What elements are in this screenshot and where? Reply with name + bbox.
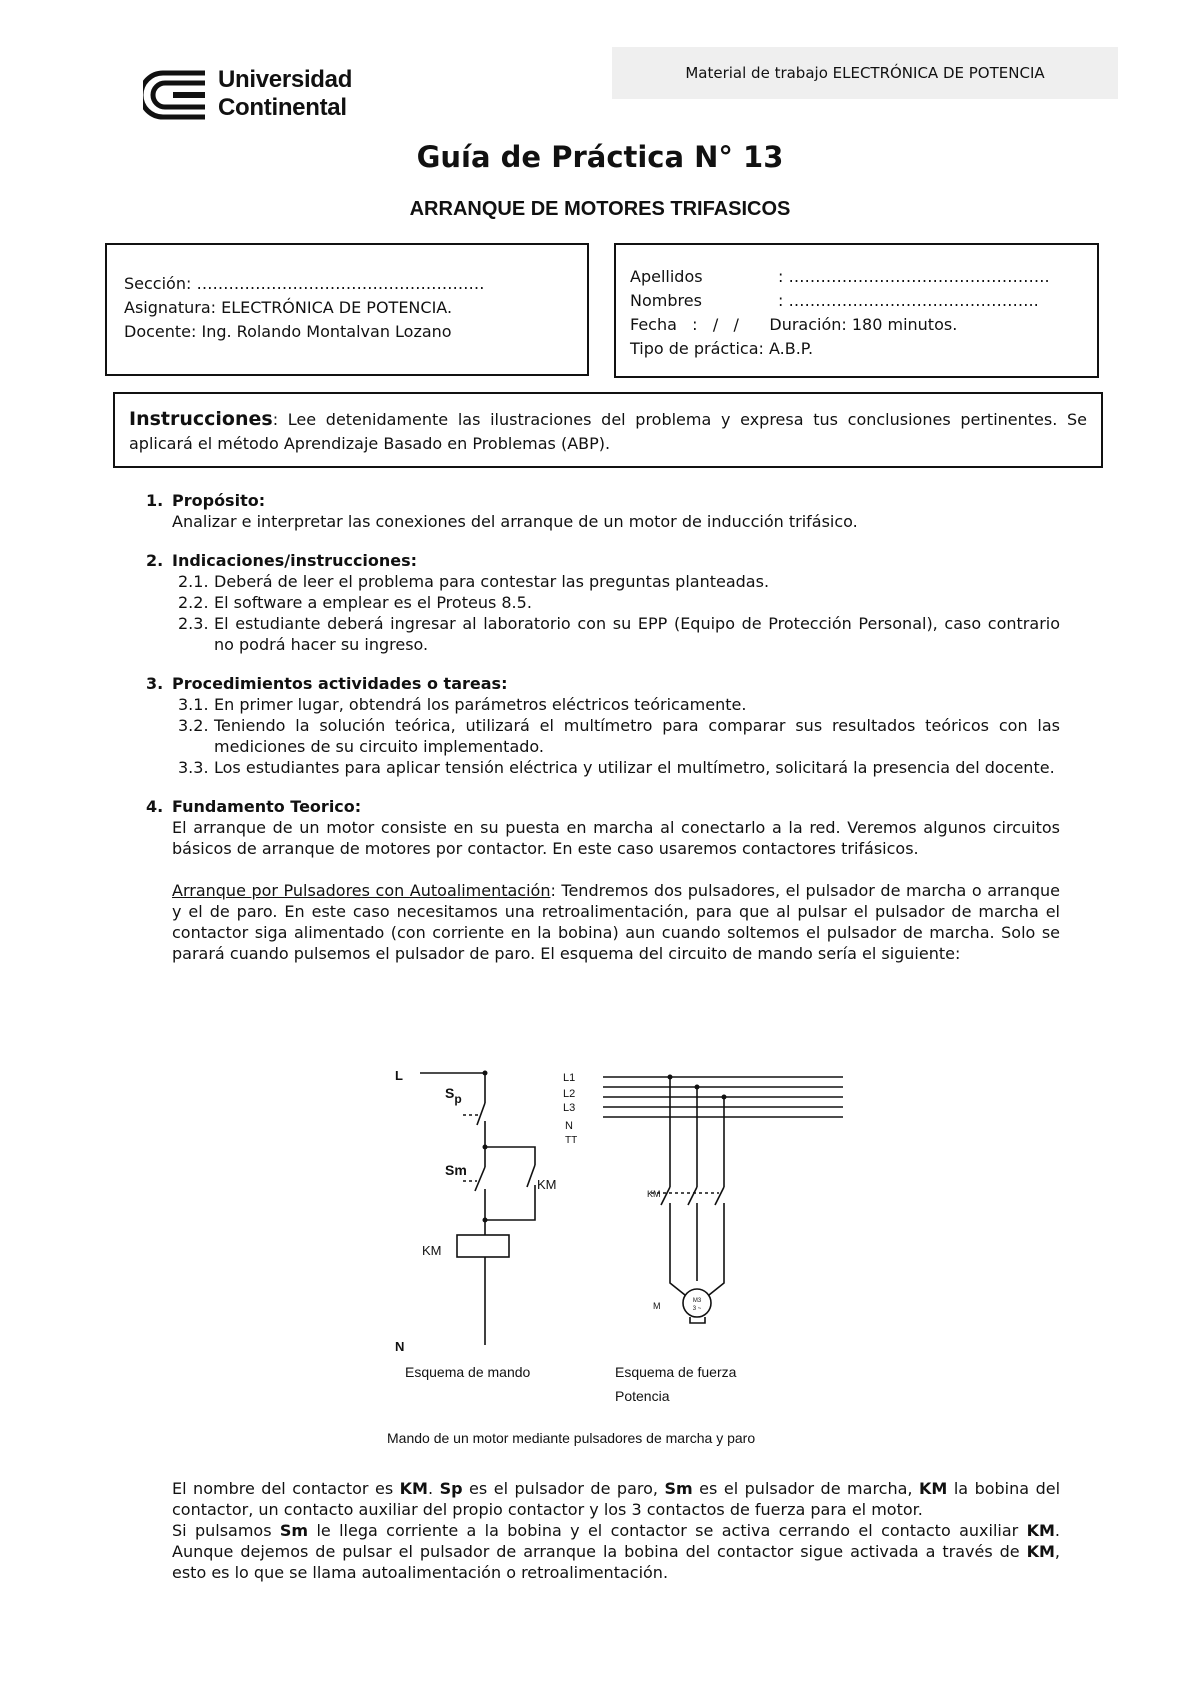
list-item <box>146 592 1060 613</box>
text-run: . Aunque dejemos de pulsar el pulsador de arranque la bobina del contactor sigue activada a través de <box>172 1521 1060 1561</box>
instructions-text: : Lee detenidamente las ilustraciones del problema y expresa tus conclusiones pertinentes. Se aplicará el método Aprendizaje Basado en Problemas (ABP). <box>129 410 1087 453</box>
item-text: Deberá de leer el problema para contestar las preguntas planteadas. <box>214 572 770 591</box>
label-M3: M3 <box>692 1298 702 1304</box>
text-run: , esto es lo que se llama autoalimentación o retroalimentación. <box>172 1542 1060 1582</box>
section-4 <box>146 796 1060 964</box>
text-run: . <box>427 1479 440 1498</box>
header-material-box <box>612 47 1118 99</box>
bold-run: KM <box>1026 1542 1055 1561</box>
apellidos-value: : …………………………………………. <box>778 267 1050 286</box>
arranque-link-text: Arranque por Pulsadores con Autoalimentación <box>172 881 551 900</box>
fecha-line: Fecha : / / Duración: 180 minutos. <box>630 315 958 334</box>
section-4-paragraph-2-text: : Tendremos dos pulsadores, el pulsador de marcha o arranque y el de paro. En este caso necesitamos una retroalimentación, para que al pulsar el pulsador de marcha el contactor siga alimentado (con corriente en la bobina) aun cuando soltemos el pulsador de marcha. Solo se parará cuando pulsemos el pulsador de paro. El esquema del circuito de mando sería el siguiente: <box>172 881 1060 963</box>
text-run: es el pulsador de paro, <box>462 1479 665 1498</box>
bold-run: Sp <box>439 1479 463 1498</box>
tipo-line: Tipo de práctica: A.B.P. <box>630 339 814 358</box>
logo-line-1: Universidad <box>218 66 353 93</box>
logo-text <box>218 66 352 122</box>
asignatura-value: ELECTRÓNICA DE POTENCIA. <box>221 298 453 317</box>
text-run: le llega corriente a la bobina y el contactor se activa cerrando el contacto auxiliar <box>308 1521 1027 1540</box>
section-1-text: Analizar e interpretar las conexiones del arranque de un motor de inducción trifásico. <box>172 512 858 531</box>
item-text: Teniendo la solución teórica, utilizará el multímetro para comparar sus resultados teóricos con las mediciones de su circuito implementado. <box>214 716 1060 756</box>
item-text: En primer lugar, obtendrá los parámetros eléctricos teóricamente. <box>214 695 747 714</box>
section-2 <box>146 550 1060 655</box>
label-M: M <box>653 1301 661 1311</box>
section-3 <box>146 673 1060 778</box>
section-2-heading <box>146 550 1060 571</box>
label-N: N <box>395 1339 405 1354</box>
item-text: El estudiante deberá ingresar al laboratorio con su EPP (Equipo de Protección Personal), caso contrario no podrá hacer su ingreso. <box>214 614 1060 654</box>
section-4-paragraph-1: El arranque de un motor consiste en su puesta en marcha al conectarlo a la red. Veremos algunos circuitos básicos de arranque de motores por contactor. En este caso usaremos contactores trifásicos. <box>172 818 1060 858</box>
instructions-box <box>113 392 1103 468</box>
item-num: 2.3. <box>178 614 209 633</box>
section-1 <box>146 490 1060 532</box>
seccion-line: Sección: ……………………………………………… <box>124 274 485 293</box>
nombres-row <box>630 289 1085 313</box>
asignatura-label: Asignatura: <box>124 298 222 317</box>
docente-line: Docente: Ing. Rolando Montalvan Lozano <box>124 322 452 341</box>
label-KM-coil: KM <box>422 1243 442 1258</box>
apellidos-row <box>630 265 1085 289</box>
logo-line-2: Continental <box>218 94 347 121</box>
label-L1: L1 <box>563 1072 576 1084</box>
bold-run: KM <box>1026 1521 1055 1540</box>
course-info-box <box>105 243 589 376</box>
label-KM-aux: KM <box>537 1177 557 1192</box>
section-2-title: Indicaciones/instrucciones: <box>172 551 418 570</box>
caption-potencia: Potencia <box>615 1388 670 1404</box>
instructions-label: Instrucciones <box>129 408 273 430</box>
label-N-power: N <box>565 1120 573 1132</box>
section-1-heading <box>146 490 1060 511</box>
label-L2: L2 <box>563 1088 576 1100</box>
section-4-heading <box>146 796 1060 817</box>
motor-circuit-diagram <box>385 1055 847 1452</box>
text-run: El nombre del contactor es <box>172 1479 400 1498</box>
item-num: 3.3. <box>178 758 209 777</box>
label-L: L <box>395 1068 403 1083</box>
section-4-title: Fundamento Teorico: <box>172 797 362 816</box>
section-1-title: Propósito: <box>172 491 266 510</box>
label-Sp-main: S <box>445 1085 455 1101</box>
section-3-num: 3. <box>146 674 164 693</box>
bold-run: Sm <box>279 1521 309 1540</box>
list-item <box>146 694 1060 715</box>
section-4-num: 4. <box>146 797 164 816</box>
label-KM-power: KM <box>647 1189 661 1199</box>
text-run: la bobina del contactor, un contacto auxiliar del propio contactor y los 3 contactos de fuerza para el motor. <box>172 1479 1061 1519</box>
section-4-paragraph-2 <box>146 880 1060 964</box>
apellidos-label: Apellidos <box>630 267 703 286</box>
list-item <box>146 715 1060 757</box>
item-num: 2.1. <box>178 572 209 591</box>
section-3-heading <box>146 673 1060 694</box>
item-text: Los estudiantes para aplicar tensión eléctrica y utilizar el multímetro, solicitará la presencia del docente. <box>214 758 1055 777</box>
label-Sm: Sm <box>445 1162 467 1178</box>
section-1-num: 1. <box>146 491 164 510</box>
caption-mando: Esquema de mando <box>405 1364 531 1380</box>
item-num: 3.2. <box>178 716 209 735</box>
label-L3: L3 <box>563 1102 576 1114</box>
section-2-num: 2. <box>146 551 164 570</box>
section-3-title: Procedimientos actividades o tareas: <box>172 674 508 693</box>
item-text: El software a emplear es el Proteus 8.5. <box>214 593 532 612</box>
header-material-text: Material de trabajo ELECTRÓNICA DE POTENCIA <box>685 64 1045 82</box>
page-subtitle: ARRANQUE DE MOTORES TRIFASICOS <box>409 198 791 220</box>
list-item <box>146 613 1060 655</box>
bold-run: KM <box>919 1479 948 1498</box>
list-item <box>146 571 1060 592</box>
nombres-label: Nombres <box>630 291 702 310</box>
explanation-text <box>172 1478 1060 1583</box>
caption-fuerza: Esquema de fuerza <box>615 1364 737 1380</box>
label-TT: TT <box>565 1135 578 1146</box>
page-title: Guía de Práctica N° 13 <box>416 140 784 174</box>
asignatura-line <box>124 296 573 320</box>
item-num: 2.2. <box>178 593 209 612</box>
figure-caption: Mando de un motor mediante pulsadores de marcha y paro <box>387 1430 756 1446</box>
student-info-box <box>614 243 1099 378</box>
text-run: es el pulsador de marcha, <box>692 1479 919 1498</box>
nombres-value: : ……………………………………….. <box>778 291 1039 310</box>
item-num: 3.1. <box>178 695 209 714</box>
label-M3-b: 3 ~ <box>692 1306 702 1312</box>
bold-run: KM <box>399 1479 428 1498</box>
text-run: Si pulsamos <box>172 1521 280 1540</box>
list-item <box>146 757 1060 778</box>
explanation-paragraph-2 <box>172 1520 1060 1583</box>
label-Sp-sub: p <box>454 1092 462 1106</box>
main-content <box>146 490 1060 982</box>
explanation-paragraph-1 <box>172 1478 1060 1520</box>
bold-run: Sm <box>664 1479 693 1498</box>
